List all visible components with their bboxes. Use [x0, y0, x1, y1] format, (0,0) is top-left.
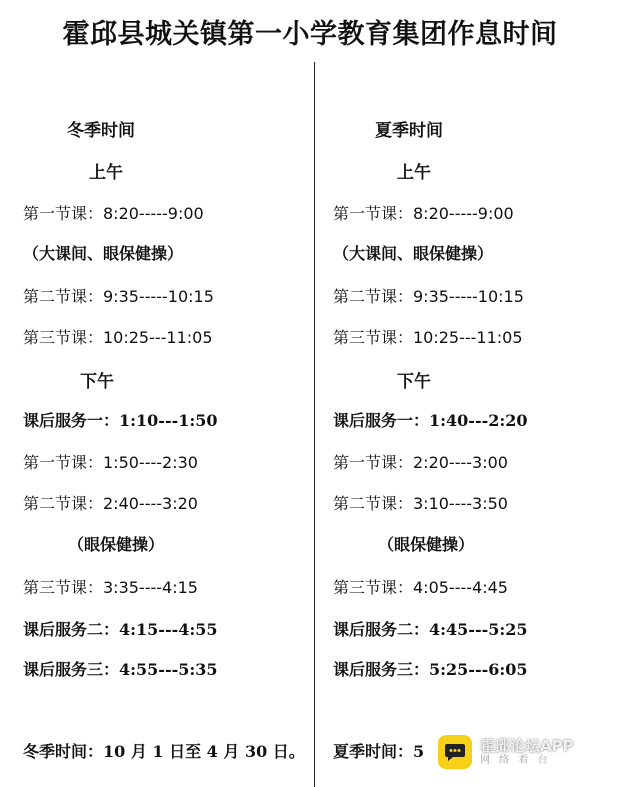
winter-afternoon-item: 第二节课：2:40----3:20: [23, 494, 198, 513]
summer-afternoon-item: （眼保健操）: [378, 535, 475, 554]
summer-afternoon-label: 下午: [397, 372, 431, 392]
winter-afternoon-label: 下午: [80, 372, 114, 392]
summer-morning-item: 第二节课：9:35-----10:15: [333, 287, 524, 306]
winter-morning-item: 第一节课：8:20-----9:00: [23, 204, 204, 223]
page-title: 霍邱县城关镇第一小学教育集团作息时间: [62, 19, 558, 50]
summer-morning-label: 上午: [397, 163, 431, 183]
summer-morning-item: 第三节课：10:25---11:05: [333, 328, 523, 347]
summer-period: 夏季时间：5: [333, 742, 425, 761]
summer-afternoon-item: 第二节课：3:10----3:50: [333, 494, 508, 513]
winter-period: 冬季时间：10 月 1 日至 4 月 30 日。: [23, 742, 305, 761]
summer-afternoon-item: 课后服务三：5:25---6:05: [333, 660, 528, 679]
summer-afternoon-item: 第三节课：4:05----4:45: [333, 578, 508, 597]
watermark-subtitle: 网 络 看 台: [480, 754, 551, 766]
winter-morning-label: 上午: [89, 163, 123, 183]
winter-afternoon-item: 第一节课：1:50----2:30: [23, 453, 198, 472]
winter-afternoon-item: 第三节课：3:35----4:15: [23, 578, 198, 597]
summer-morning-item: （大课间、眼保健操）: [333, 244, 494, 263]
winter-morning-item: 第三节课：10:25---11:05: [23, 328, 213, 347]
winter-afternoon-item: 课后服务一：1:10---1:50: [23, 411, 218, 430]
summer-afternoon-item: 课后服务一：1:40---2:20: [333, 411, 528, 430]
summer-morning-item: 第一节课：8:20-----9:00: [333, 204, 514, 223]
winter-morning-item: 第二节课：9:35-----10:15: [23, 287, 214, 306]
winter-heading: 冬季时间: [67, 121, 135, 141]
chat-bubble-icon: [438, 735, 472, 769]
winter-morning-item: （大课间、眼保健操）: [23, 244, 184, 263]
summer-column: [333, 0, 620, 787]
summer-afternoon-item: 课后服务二：4:45---5:25: [333, 620, 528, 639]
winter-afternoon-item: （眼保健操）: [68, 535, 165, 554]
winter-afternoon-item: 课后服务二：4:15---4:55: [23, 620, 218, 639]
summer-heading: 夏季时间: [375, 121, 443, 141]
summer-afternoon-item: 第一节课：2:20----3:00: [333, 453, 508, 472]
app-watermark: [438, 732, 608, 772]
winter-column: [23, 0, 323, 787]
winter-afternoon-item: 课后服务三：4:55---5:35: [23, 660, 218, 679]
watermark-name: 霍邱论坛APP: [480, 737, 574, 756]
